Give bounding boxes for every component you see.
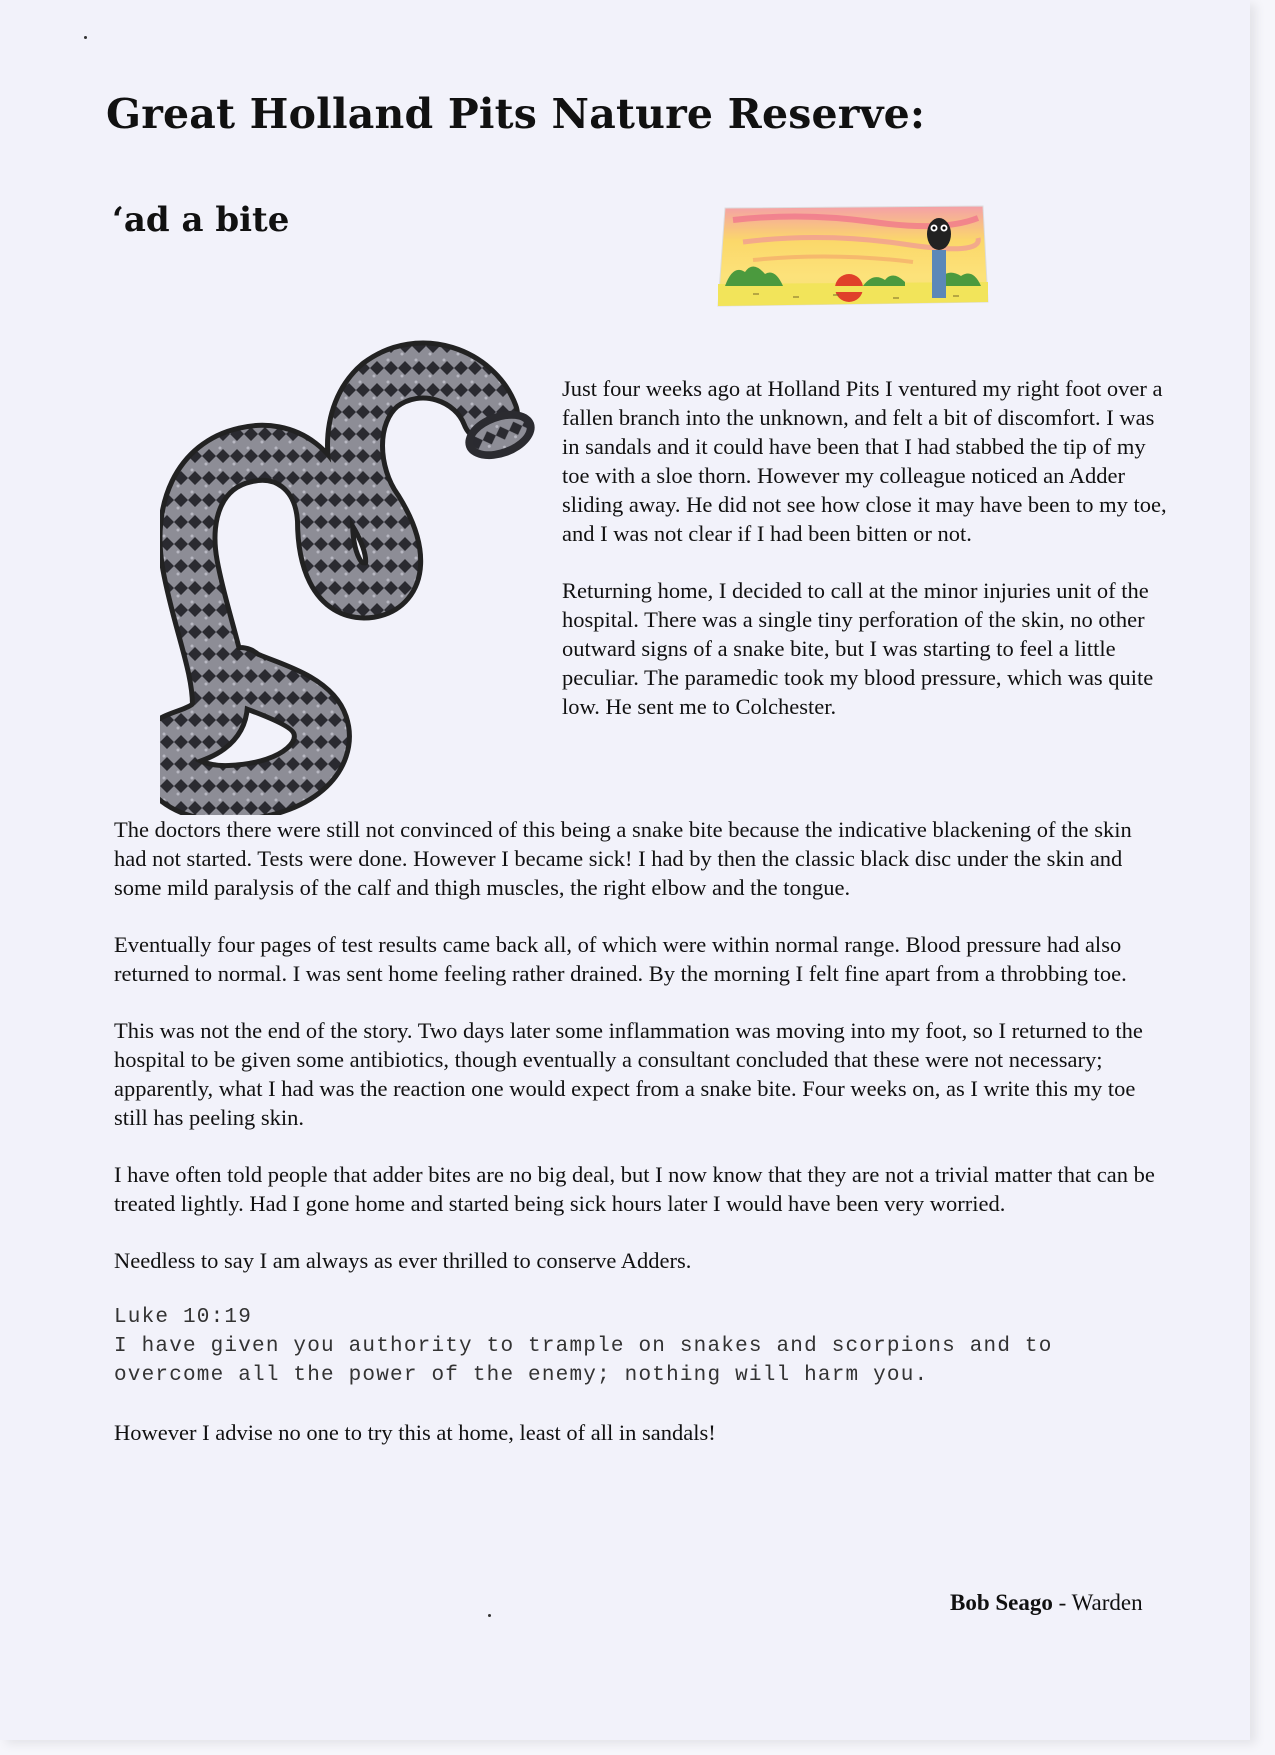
intro-text-block (562, 374, 1167, 749)
paragraph: Returning home, I decided to call at the minor injuries unit of the hospital. There was a single tiny perforation of the skin, no other outward signs of a snake bite, but I was starting to feel a little peculiar. The paramedic took my blood pressure, which was quite low. He sent me to Colchester. (562, 578, 1154, 719)
paragraph: Needless to say I am always as ever thrilled to conserve Adders. (114, 1248, 692, 1273)
adder-snake-photo (160, 335, 540, 815)
paragraph: This was not the end of the story. Two days later some inflammation was moving into my foot, so I returned to the hospital to be given some antibiotics, though eventually a consultant concluded that these were not necessary; apparently, what I had was the reaction one would expect from a snake bite. Four weeks on, as I write this my toe still has peeling skin. (114, 1018, 1143, 1130)
sunset-owl-illustration (713, 202, 993, 322)
scan-speck (488, 1614, 491, 1617)
signature (950, 1590, 1143, 1616)
paragraph: The doctors there were still not convinced of this being a snake bite because the indicative blackening of the skin had not started. Tests were done. However I became sick! I had by then the classic black disc under the skin and some mild paralysis of the calf and thigh muscles, the right elbow and the tongue. (114, 817, 1132, 900)
signature-separator: - (1058, 1590, 1072, 1615)
quote-text: I have given you authority to trample on snakes and scorpions and to overcome all the power of the enemy; nothing will harm you. (114, 1335, 1053, 1387)
paragraph: Just four weeks ago at Holland Pits I ventured my right foot over a fallen branch into the unknown, and felt a bit of discomfort. I was in sandals and it could have been that I had stabbed the tip of my toe with a sloe thorn. However my colleague noticed an Adder sliding away. He did not see how close it may have been to my toe, and I was not clear if I had been bitten or not. (562, 376, 1167, 546)
author-role: Warden (1071, 1590, 1143, 1615)
article-subtitle: ‘ad a bite (112, 200, 290, 240)
quote-reference: Luke 10:19 (114, 1306, 253, 1329)
author-name: Bob Seago (950, 1590, 1053, 1615)
paragraph: However I advise no one to try this at home, least of all in sandals! (114, 1420, 716, 1445)
paragraph: I have often told people that adder bites are no big deal, but I now know that they are not a trivial matter that can be treated lightly. Had I gone home and started being sick hours later I would have been very worried. (114, 1162, 1155, 1216)
scan-speck (84, 36, 87, 39)
paragraph: Eventually four pages of test results came back all, of which were within normal range. Blood pressure had also returned to normal. I was sent home feeling rather drained. By the morning I felt fine apart from a throbbing toe. (114, 932, 1127, 986)
article-body (114, 815, 1164, 1475)
page-title: Great Holland Pits Nature Reserve: (106, 90, 926, 138)
bible-quote (114, 1303, 1164, 1390)
